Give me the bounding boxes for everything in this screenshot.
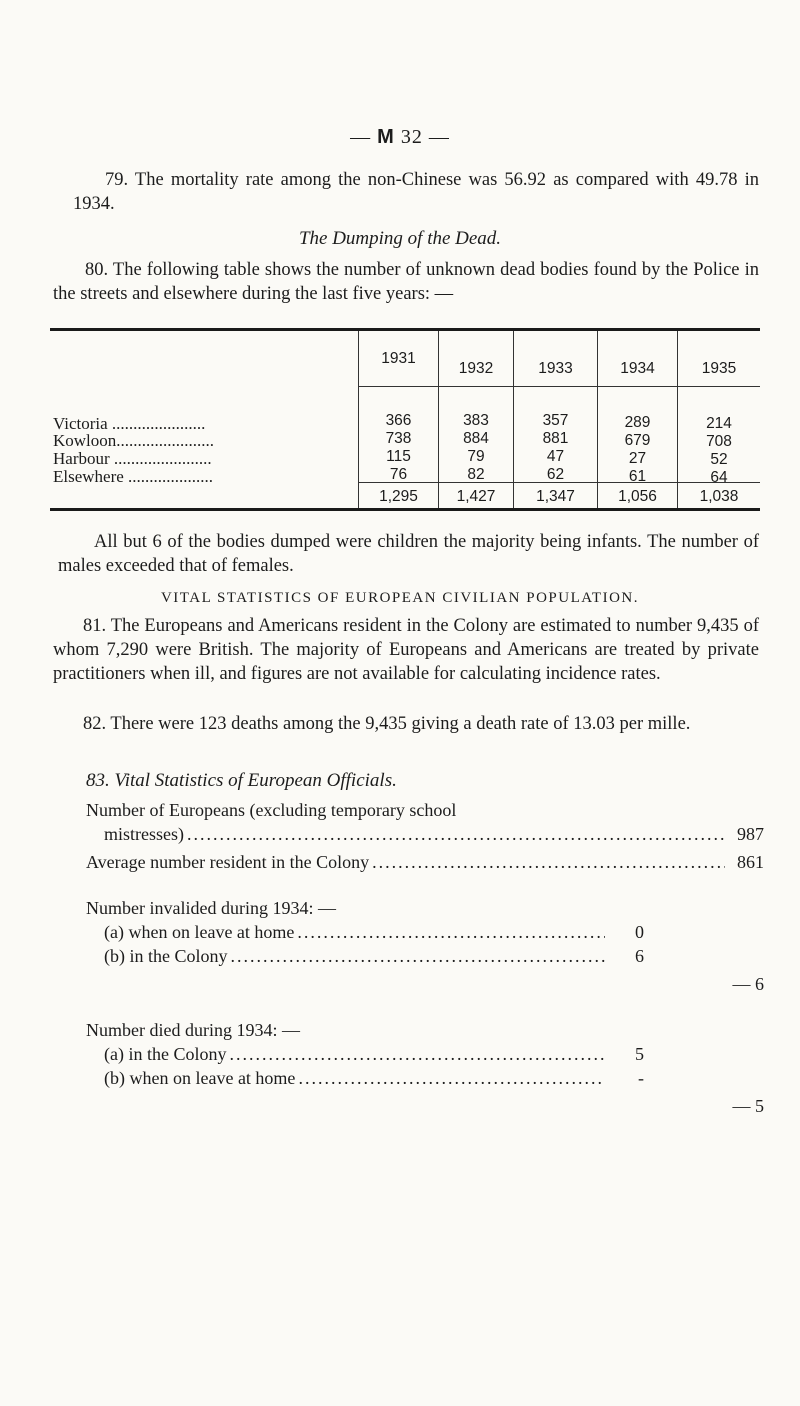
table-cell: 679 <box>624 432 651 449</box>
header-dash-right: — <box>428 126 450 148</box>
invalided-a-row <box>104 922 644 943</box>
table-cell: 214 <box>706 415 732 432</box>
table-total: 1,038 <box>699 488 739 505</box>
num-europeans-row <box>104 824 764 845</box>
vital-statistics-heading: VITAL STATISTICS OF EUROPEAN CIVILIAN POPULATION. <box>160 590 640 606</box>
died-b-row <box>104 1068 644 1089</box>
invalided-total: — 6 <box>732 974 764 994</box>
table-cell: 366 <box>385 412 412 429</box>
table-total: 1,056 <box>618 488 657 505</box>
row-label-elsewhere: Elsewhere .................... <box>53 467 214 486</box>
dot-leader <box>297 922 605 943</box>
died-a-value: 5 <box>635 1044 644 1064</box>
num-europeans-value: 987 <box>737 824 764 844</box>
table-cell: 79 <box>467 448 485 465</box>
avg-resident-row <box>86 852 764 873</box>
died-b-label: (b) when on leave at home <box>104 1068 296 1088</box>
table-cell: 52 <box>710 451 728 468</box>
invalided-title: Number invalided during 1934: — <box>86 898 336 918</box>
year-header: 1933 <box>538 360 573 377</box>
table-cell: 289 <box>624 414 651 431</box>
invalided-b-label: (b) in the Colony <box>104 946 228 966</box>
year-header: 1932 <box>458 360 494 377</box>
header-dash-left: — <box>350 126 372 148</box>
paragraph-83-title <box>86 770 397 792</box>
died-b-value: - <box>638 1068 644 1088</box>
table-cell: 27 <box>628 450 647 467</box>
avg-resident-label: Average number resident in the Colony <box>86 852 370 872</box>
dot-leader <box>372 852 725 873</box>
num-europeans-line2: mistresses) <box>104 824 184 844</box>
row-label-victoria: Victoria ...................... <box>53 414 206 433</box>
dot-leader <box>187 824 725 845</box>
table-total: 1,295 <box>379 488 418 505</box>
died-a-row <box>104 1044 644 1065</box>
table-cell: 708 <box>706 433 732 450</box>
invalided-a-label: (a) when on leave at home <box>104 922 295 942</box>
table-cell: 62 <box>546 466 565 483</box>
table-cell: 115 <box>386 448 411 465</box>
invalided-b-row <box>104 946 644 967</box>
paragraph-81: 81. The Europeans and Americans resident in the Colony are estimated to number 9,435 of whom 7,290 were British. The majority of Europeans and Americans are treated by private practitioners when ill, and figures are not available for calculating incidence rates. <box>53 616 759 684</box>
row-label-kowloon: Kowloon....................... <box>53 431 215 450</box>
died-title: Number died during 1934: — <box>86 1020 300 1040</box>
year-header: 1931 <box>381 350 416 367</box>
year-header: 1935 <box>701 360 737 377</box>
table-cell: 738 <box>385 430 412 447</box>
table-cell: 884 <box>463 430 489 447</box>
died-total: — 5 <box>732 1096 764 1116</box>
table-cell: 64 <box>710 469 728 486</box>
table-cell: 383 <box>463 412 489 429</box>
table-cell: 357 <box>542 412 569 429</box>
table-cell: 82 <box>467 466 485 483</box>
paragraph-80: 80. The following table shows the number of unknown dead bodies found by the Police in the streets and elsewhere during the last five years: — <box>53 260 759 304</box>
table-cell: 47 <box>546 448 565 465</box>
year-header: 1934 <box>620 360 655 377</box>
died-a-label: (a) in the Colony <box>104 1044 227 1064</box>
dot-leader <box>231 946 606 967</box>
invalided-b-value: 6 <box>635 946 644 966</box>
section-title-dumping: The Dumping of the Dead. <box>298 228 502 249</box>
table-header-rule <box>358 386 760 387</box>
table-cell: 61 <box>628 468 647 485</box>
avg-resident-value: 861 <box>737 852 764 872</box>
dot-leader <box>229 1044 605 1065</box>
table-top-rule <box>50 328 760 331</box>
page-number: 32 <box>400 126 423 148</box>
dot-leader <box>298 1068 605 1089</box>
table-cell: 881 <box>542 430 569 447</box>
paragraph-83-title-text: 83. Vital Statistics of European Officials. <box>86 770 397 791</box>
table-total: 1,427 <box>456 488 496 505</box>
paragraph-children: All but 6 of the bodies dumped were children the majority being infants. The number of males exceeded that of females. <box>58 532 759 576</box>
invalided-a-value: 0 <box>635 922 644 942</box>
page-header <box>0 126 800 149</box>
table-bottom-rule <box>50 508 760 511</box>
row-label-harbour: Harbour ....................... <box>53 449 212 468</box>
table-total: 1,347 <box>536 488 575 505</box>
paragraph-82: 82. There were 123 deaths among the 9,435 giving a death rate of 13.03 per mille. <box>83 714 691 734</box>
header-letter: M <box>377 126 395 148</box>
num-europeans-line1: Number of Europeans (excluding temporary school <box>86 800 457 820</box>
paragraph-79: 79. The mortality rate among the non-Chinese was 56.92 as compared with 49.78 in 1934. <box>73 170 759 214</box>
table-cell: 76 <box>389 466 408 483</box>
